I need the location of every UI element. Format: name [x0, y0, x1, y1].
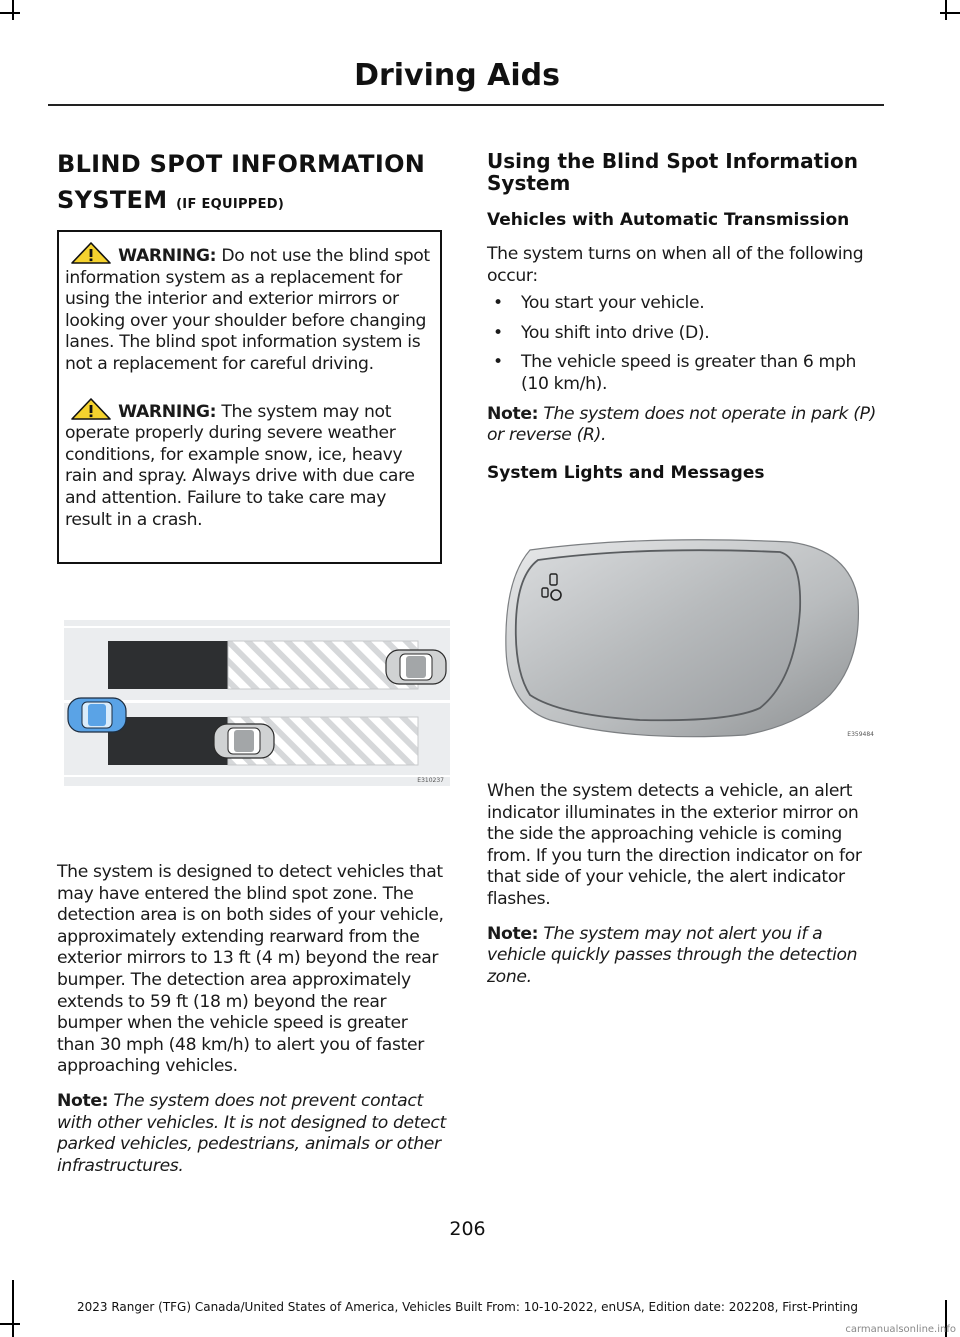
watermark[interactable]: carmanualsonline.info [845, 1324, 956, 1335]
exterior-mirror-figure [490, 530, 880, 740]
note-text: The system does not prevent contact with other vehicles. It is not designed to detect parked vehicles, pedestrians, animals or other infrastructures. [57, 1090, 446, 1176]
right-subheading-2: System Lights and Messages [487, 463, 765, 483]
crop-mark [0, 12, 20, 14]
warning-label: WARNING: [118, 401, 217, 422]
own-vehicle-icon [68, 698, 126, 732]
figure-code: E359484 [847, 731, 874, 738]
list-item: • You start your vehicle. [493, 293, 705, 314]
page-number: 206 [449, 1218, 486, 1240]
warning-1 [65, 242, 434, 376]
right-intro: The system turns on when all of the following occur: [487, 244, 864, 286]
vehicle-icon [214, 724, 274, 758]
note-label: Note: [487, 923, 539, 944]
warning-triangle-icon [65, 398, 113, 420]
warning-text: Do not use the blind spot information system as a replacement for using the interior and exterior mirrors or looking over your shoulder before changing lanes. The blind spot information system is not a replacement for careful driving. [65, 246, 430, 374]
warning-triangle-icon [65, 242, 113, 264]
list-item: • The vehicle speed is greater than 6 mph (10 km/h). [493, 352, 857, 394]
note-label: Note: [57, 1090, 109, 1111]
crop-mark [945, 0, 947, 20]
heading-line2: SYSTEM [57, 186, 168, 214]
crop-mark [940, 12, 960, 14]
right-note-2 [487, 924, 882, 989]
page-footer: 2023 Ranger (TFG) Canada/United States of America, Vehicles Built From: 10-10-2022, enUSA, Edition date: 202208, First-Printing [77, 1300, 858, 1314]
crop-mark [0, 1323, 20, 1325]
note-text: The system does not operate in park (P) or reverse (R). [487, 403, 876, 446]
note-label: Note: [487, 403, 539, 424]
right-subheading: Vehicles with Automatic Transmission [487, 210, 850, 230]
heading-tag: (IF EQUIPPED) [176, 197, 285, 212]
header-divider [48, 104, 884, 106]
warning-box [57, 230, 442, 564]
section-heading [57, 146, 447, 223]
right-note-1 [487, 404, 882, 447]
heading-line1: BLIND SPOT INFORMATION [57, 150, 426, 178]
page-header-title: Driving Aids [354, 58, 560, 93]
crop-mark [12, 0, 14, 20]
left-paragraph: The system is designed to detect vehicles that may have entered the blind spot zone. The detection area is on both sides of your vehicle, approximately extending rearward from the exterior mirrors to 13 ft (4 m) beyond the rear bumper. The detection area approximately extends to 59 ft (18 m) beyond the rear bumper when the vehicle speed is greater than 30 mph (48 km/h) to alert you of faster approaching vehicles. [57, 862, 444, 1077]
figure-code: E310237 [417, 777, 444, 784]
right-heading: Using the Blind Spot Information System [487, 149, 859, 195]
note-text: The system may not alert you if a vehicle quickly passes through the detection zone. [487, 923, 858, 987]
list-item: • You shift into drive (D). [493, 322, 710, 343]
warning-2 [65, 398, 434, 532]
right-paragraph: When the system detects a vehicle, an alert indicator illuminates in the exterior mirror on the side the approaching vehicle is coming from. If you turn the direction indicator on for that side of your vehicle, the alert indicator flashes. [487, 781, 862, 909]
blind-spot-zone-figure [64, 620, 450, 786]
condition-list [487, 293, 882, 395]
left-note [57, 1091, 447, 1177]
warning-text: The system may not operate properly during severe weather conditions, for example snow, ice, heavy rain and spray. Always drive with due care and attention. Failure to take care may result in a crash. [65, 401, 415, 530]
warning-label: WARNING: [118, 246, 217, 266]
vehicle-icon [386, 650, 446, 684]
